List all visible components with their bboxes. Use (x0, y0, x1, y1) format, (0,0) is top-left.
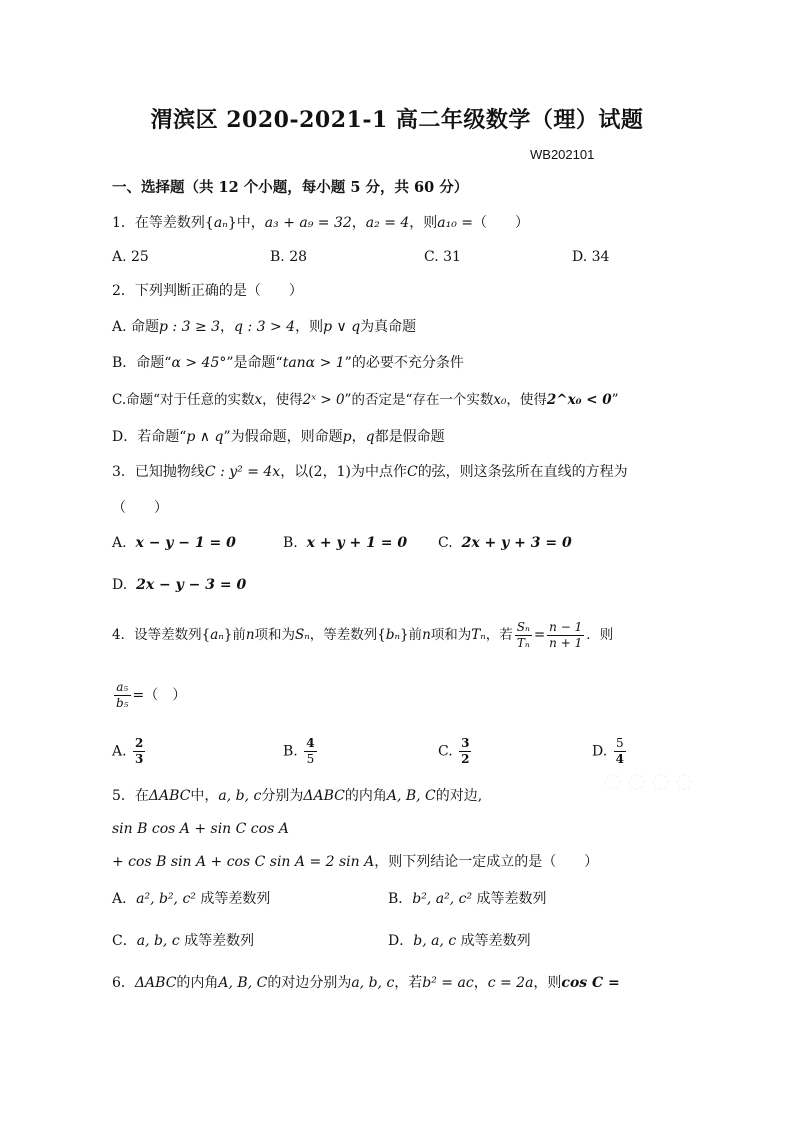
q2d-math-pandq: p ∧ q (186, 429, 224, 445)
q6-math-angles: A, B, C (218, 975, 268, 991)
q4-math-an: aₙ (210, 627, 224, 643)
q4b-label: B. (283, 743, 298, 760)
q4-question-line (112, 680, 186, 711)
q6-text-b: 的内角 (176, 975, 219, 991)
q4d-label: D. (592, 743, 608, 760)
q2d-text-post: 都是假命题 (374, 429, 445, 445)
q5-expr-line-2 (112, 851, 598, 871)
q3-text-a: 3．已知抛物线 (112, 464, 205, 480)
q4-math-sn: Sₙ (295, 627, 310, 643)
q4-frac-a5: a₅ (114, 680, 131, 696)
q4-text-f: 项和为 (430, 627, 472, 643)
q1-math-eq1: a₃ + a₉ = 32 (264, 215, 352, 231)
q3-text-b: ，以(2，1)为中点作 (280, 464, 407, 480)
q6-text-e: ， (473, 975, 488, 991)
q4-frac-left-den: Tₙ (516, 636, 530, 650)
q5-option-c (112, 930, 254, 950)
q4b-num: 4 (306, 736, 315, 750)
q4-frac-right (547, 620, 584, 651)
q3d-label: D. (112, 577, 128, 593)
q3-option-d (112, 577, 246, 593)
q4a-frac (133, 736, 145, 767)
q6-math-sides: a, b, c (351, 975, 395, 991)
q5-option-b (388, 888, 547, 908)
q6-math-eq1: b² = ac (422, 975, 474, 991)
q3b-label: B. (283, 535, 298, 551)
q2-option-b (112, 352, 464, 372)
q4b-den: 5 (306, 752, 315, 766)
q1-option-d: D. 34 (572, 249, 610, 265)
q2b-math-alpha: α > 45° (171, 355, 227, 371)
q5-math-abc2: ΔABC (303, 788, 345, 804)
q4-frac-left (515, 620, 532, 651)
q4b-frac (304, 736, 316, 767)
q5-text-e: 的对边, (435, 788, 483, 804)
q4d-num: 5 (614, 736, 626, 752)
q2a-text-mid: ，则 (295, 319, 324, 335)
question-2-stem: 2．下列判断正确的是（ ） (112, 283, 303, 299)
q5-math-abc: ΔABC (148, 788, 191, 804)
q3c-label: C. (438, 535, 453, 551)
q5-math-sides: a, b, c (218, 788, 262, 804)
q3-math-c: C (406, 464, 418, 480)
q6-math-eq3: cos C = (561, 975, 620, 991)
q2c-math-x: x (254, 392, 263, 408)
q4-frac-a5b5 (114, 680, 131, 711)
q2d-text-mid2: ， (351, 429, 366, 445)
q4-text-d: ，等差数列{ (309, 627, 386, 643)
q5-text-b: 中， (190, 788, 219, 804)
q2a-math-q: q : 3 > 4 (234, 319, 296, 335)
q1-text-d: ，则 (409, 215, 438, 231)
q5a-label: A． (112, 891, 137, 907)
q3-math-parabola: C : y² = 4x (204, 464, 281, 480)
q2-option-d (112, 426, 445, 446)
q5b-post: 成等差数列 (476, 891, 547, 907)
q4-math-n: n (245, 627, 255, 643)
q2a-math-porq: p ∨ q (323, 319, 361, 335)
q5c-post: 成等差数列 (184, 933, 255, 949)
q2b-text-pre: B．命题“ (112, 355, 172, 371)
q2b-text-post: ”的必要不充分条件 (344, 355, 464, 371)
q2c-math-2x: 2ˣ > 0 (302, 392, 345, 408)
q4d-den: 4 (615, 752, 624, 766)
q1-option-c: C. 31 (424, 249, 461, 265)
exam-title: 渭滨区 2020-2021-1 高二年级数学（理）试题 (150, 107, 644, 133)
q4a-label: A. (112, 743, 127, 760)
exam-code: WB202101 (530, 147, 595, 162)
q2c-math-2x0: 2^x₀ < 0 (546, 392, 612, 408)
q4-text-e: }前 (399, 627, 423, 643)
q5d-math: b, a, c (413, 933, 457, 949)
q4-option-a (112, 736, 147, 767)
q6-text-c: 的对边分别为 (267, 975, 352, 991)
q4c-label: C. (438, 743, 453, 760)
q2c-math-x0: x₀ (493, 392, 507, 408)
q1-math-eq3: a₁₀ = (437, 215, 474, 231)
q5-option-a (112, 888, 270, 908)
q3b-expr: x + y + 1 = 0 (306, 535, 408, 551)
q4a-den: 3 (135, 752, 144, 766)
q1-text-b: }中， (227, 215, 265, 231)
q3-text-c: 的弦，则这条弦所在直线的方程为 (417, 464, 628, 480)
q4-text-h: ．则 (586, 627, 614, 643)
q4-math-tn: Tₙ (471, 627, 486, 643)
q4-frac-right-num: n − 1 (549, 620, 583, 634)
question-6-stem (112, 972, 620, 992)
q4-text-g: ，若 (485, 627, 513, 643)
q2c-text-post: ” (611, 392, 619, 408)
q5d-post: 成等差数列 (460, 933, 531, 949)
q1-math-eq2: a₂ = 4 (365, 215, 410, 231)
q5-text-d: 的内角 (344, 788, 387, 804)
q5b-label: B． (388, 891, 413, 907)
q5b-math: b², a², c² (412, 891, 473, 907)
q4-text-c: 项和为 (254, 627, 296, 643)
q4c-frac (459, 736, 471, 767)
q4c-num: 3 (461, 736, 470, 750)
q3-paren: （ ） (112, 500, 168, 516)
q4-text-b: }前 (223, 627, 246, 643)
q2c-text-mid3: ，使得 (506, 392, 547, 408)
q1-text-c: ， (351, 215, 366, 231)
q2c-text-mid2: ”的否定是“存在一个实数 (344, 392, 494, 408)
q2a-text-pre: A. 命题 (112, 319, 160, 335)
q6-math-eq2: c = 2a (487, 975, 534, 991)
q2d-math-p: p (342, 429, 352, 445)
q4a-num: 2 (135, 736, 144, 750)
q3c-expr: 2x + y + 3 = 0 (461, 535, 572, 551)
q2d-text-mid: ”为假命题，则命题 (223, 429, 343, 445)
q2c-text-mid1: ，使得 (262, 392, 303, 408)
q2c-text-pre: C.命题“对于任意的实数 (112, 392, 255, 408)
q5-expr-line-1: sin B cos A + sin C cos A (112, 821, 289, 837)
q2-option-c (112, 388, 619, 408)
q5a-post: 成等差数列 (200, 891, 271, 907)
q3-option-a (112, 535, 236, 551)
q3-option-b (283, 535, 407, 551)
question-3-stem (112, 461, 628, 481)
q5-text-c: 分别为 (261, 788, 304, 804)
q2a-math-p: p : 3 ≥ 3 (159, 319, 221, 335)
q1-math-an: aₙ (213, 215, 228, 231)
q5-math-angles: A, B, C (386, 788, 436, 804)
q4-option-b (283, 736, 319, 767)
q4-frac-right-den: n + 1 (549, 636, 583, 650)
watermark-mark: ◌ ◌ ◌ ◌ (604, 768, 693, 792)
q2-option-a: A. 命题p : 3 ≥ 3，q : 3 > 4，则p ∨ q为真命题 (112, 319, 417, 335)
q3d-expr: 2x − y − 3 = 0 (136, 577, 247, 593)
q4c-den: 2 (461, 752, 470, 766)
q2d-math-q: q (365, 429, 375, 445)
q1-option-b: B. 28 (270, 249, 308, 265)
q5-option-d (388, 930, 531, 950)
q4-q-post: =（ ） (132, 687, 187, 704)
q3-option-c (438, 535, 572, 551)
q5d-label: D． (388, 933, 414, 949)
q4-math-bn: bₙ (385, 627, 400, 643)
q4-frac-b5: b₅ (116, 696, 129, 710)
q5c-label: C． (112, 933, 137, 949)
q1-text-a: 1．在等差数列{ (112, 215, 214, 231)
q1-text-e: （ ） (473, 215, 530, 231)
q4-math-n2: n (422, 627, 431, 643)
q6-text-a: 6． (112, 975, 135, 991)
q6-math-abc: ΔABC (134, 975, 177, 991)
section-heading: 一、选择题（共 12 个小题，每小题 5 分，共 60 分） (112, 179, 469, 196)
q4-option-d (592, 736, 628, 767)
question-5-stem (112, 785, 482, 805)
q4-frac-left-num: Sₙ (516, 620, 530, 634)
q3a-label: A. (112, 535, 127, 551)
q6-text-f: ，则 (533, 975, 562, 991)
q4d-frac (614, 736, 626, 767)
q4-text-a: 4．设等差数列{ (112, 627, 211, 643)
q5-expr-line-2-math: + cos B sin A + cos C sin A = 2 sin A (112, 854, 375, 870)
question-4-stem: 4．设等差数列{aₙ}前n项和为Sₙ，等差数列{bₙ}前n项和为Tₙ，若 $\frac{\text{Sₙ}}{\text{Tₙ}}$ = $\frac{n - 1}{n + 1}$ ．则 (112, 620, 614, 650)
q5-text-a: 5．在 (112, 788, 149, 804)
q6-text-d: ，若 (394, 975, 423, 991)
question-1-stem (112, 212, 529, 232)
q2b-text-mid: ”是命题“ (226, 355, 283, 371)
q2a-text-post: 为真命题 (360, 319, 417, 335)
q5-expr-line-2-post: ，则下列结论一定成立的是（ ） (374, 854, 599, 870)
q5a-math: a², b², c² (136, 891, 196, 907)
q2d-text-pre: D．若命题“ (112, 429, 187, 445)
q4-option-c (438, 736, 473, 767)
q1-option-a: A. 25 (112, 249, 149, 265)
q5c-math: a, b, c (136, 933, 180, 949)
q3a-expr: x − y − 1 = 0 (135, 535, 236, 551)
q2b-math-tan: tanα > 1 (282, 355, 345, 371)
